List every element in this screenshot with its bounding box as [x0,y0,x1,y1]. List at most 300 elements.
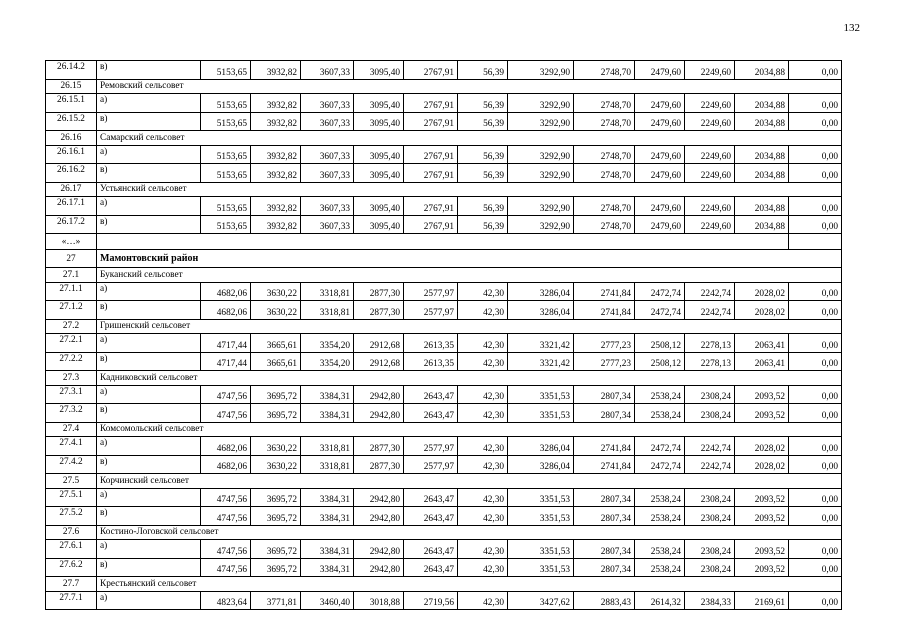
value-cell: 2613,35 [404,334,458,353]
table-row [46,371,842,386]
value-cell: 42,30 [458,540,508,559]
value-cell: 2538,24 [635,540,685,559]
table-row [46,112,842,131]
value-cell: 2249,60 [685,112,735,131]
value-cell: 2028,02 [735,301,789,320]
table-row [46,164,842,183]
settlement-name: Ремовский сельсовет [97,79,842,94]
value-cell: 3607,33 [301,164,354,183]
row-code: 27.4.2 [46,455,97,474]
page-number: 132 [843,22,860,34]
value-cell: 3318,81 [301,437,354,456]
value-cell: 2912,68 [354,334,404,353]
value-cell: 3695,72 [251,488,301,507]
row-code: 27.3.1 [46,385,97,404]
settlement-code: 27.2 [46,319,97,334]
value-cell: 0,00 [789,94,842,113]
value-cell: 2249,60 [685,94,735,113]
row-code: 27.5.2 [46,507,97,526]
value-cell: 3932,82 [251,112,301,131]
value-cell: 2308,24 [685,558,735,577]
table-row [46,385,842,404]
value-cell: 2777,23 [574,334,635,353]
value-cell: 3292,90 [508,197,574,216]
value-cell: 2034,88 [735,164,789,183]
ellipsis-gap [97,234,789,250]
value-cell: 56,39 [458,215,508,234]
row-letter: в) [97,215,201,234]
value-cell: 4823,64 [201,591,251,610]
value-cell: 4747,56 [201,488,251,507]
value-cell: 0,00 [789,301,842,320]
value-cell: 3318,81 [301,301,354,320]
row-letter: а) [97,94,201,113]
table-body [46,61,842,610]
value-cell: 2643,47 [404,558,458,577]
value-cell: 2479,60 [635,145,685,164]
value-cell: 2034,88 [735,61,789,80]
district-name: Мамонтовский район [97,250,842,268]
value-cell: 2741,84 [574,301,635,320]
value-cell: 0,00 [789,112,842,131]
value-cell: 0,00 [789,437,842,456]
table-row [46,197,842,216]
row-letter: а) [97,437,201,456]
settlement-name: Корчинский сельсовет [97,474,842,489]
value-cell: 2942,80 [354,507,404,526]
value-cell: 3932,82 [251,164,301,183]
value-cell: 5153,65 [201,112,251,131]
value-cell: 4747,56 [201,507,251,526]
value-cell: 2877,30 [354,301,404,320]
value-cell: 2538,24 [635,385,685,404]
settlement-code: 27.1 [46,268,97,283]
table-row [46,301,842,320]
value-cell: 3095,40 [354,164,404,183]
value-cell: 0,00 [789,282,842,301]
value-cell: 3384,31 [301,507,354,526]
table-row [46,591,842,610]
row-code: 27.1.2 [46,301,97,320]
table-row [46,422,842,437]
value-cell: 3095,40 [354,145,404,164]
value-cell: 42,30 [458,352,508,371]
table-row [46,215,842,234]
value-cell: 3384,31 [301,385,354,404]
table-row [46,334,842,353]
value-cell: 2538,24 [635,507,685,526]
value-cell: 2093,52 [735,540,789,559]
value-cell: 56,39 [458,112,508,131]
value-cell: 56,39 [458,145,508,164]
value-cell: 3095,40 [354,112,404,131]
value-cell: 2249,60 [685,145,735,164]
row-code: 26.16.1 [46,145,97,164]
value-cell: 2748,70 [574,94,635,113]
value-cell: 2613,35 [404,352,458,371]
table-row [46,352,842,371]
value-cell: 2883,43 [574,591,635,610]
table-row [46,182,842,197]
value-cell: 2577,97 [404,301,458,320]
table-row [46,145,842,164]
value-cell: 2308,24 [685,385,735,404]
value-cell: 3318,81 [301,455,354,474]
row-letter: а) [97,540,201,559]
value-cell: 3630,22 [251,437,301,456]
table-row [46,282,842,301]
value-cell: 3607,33 [301,61,354,80]
value-cell: 56,39 [458,197,508,216]
row-letter: а) [97,385,201,404]
value-cell: 2278,13 [685,352,735,371]
value-cell: 2643,47 [404,488,458,507]
table-row [46,234,842,250]
row-code: 27.6.1 [46,540,97,559]
value-cell: 2308,24 [685,540,735,559]
value-cell: 42,30 [458,507,508,526]
value-cell: 3427,62 [508,591,574,610]
value-cell: 2034,88 [735,197,789,216]
value-cell: 3354,20 [301,352,354,371]
row-letter: а) [97,334,201,353]
row-letter: в) [97,558,201,577]
value-cell: 3286,04 [508,455,574,474]
value-cell: 2028,02 [735,282,789,301]
row-code: 27.3.2 [46,404,97,423]
value-cell: 3630,22 [251,301,301,320]
row-letter: а) [97,488,201,507]
value-cell: 2643,47 [404,404,458,423]
value-cell: 56,39 [458,94,508,113]
value-cell: 4747,56 [201,404,251,423]
value-cell: 2093,52 [735,558,789,577]
value-cell: 2538,24 [635,488,685,507]
table-row [46,319,842,334]
settlement-code: 26.16 [46,131,97,146]
value-cell: 2807,34 [574,488,635,507]
value-cell: 2242,74 [685,301,735,320]
row-code: 27.2.1 [46,334,97,353]
table-row [46,455,842,474]
value-cell: 3932,82 [251,61,301,80]
value-cell: 3630,22 [251,455,301,474]
value-cell: 3354,20 [301,334,354,353]
value-cell: 3607,33 [301,145,354,164]
value-cell: 3932,82 [251,145,301,164]
table-row [46,250,842,268]
value-cell: 2767,91 [404,61,458,80]
value-cell: 4682,06 [201,455,251,474]
table-row [46,474,842,489]
value-cell: 3384,31 [301,488,354,507]
value-cell: 3932,82 [251,197,301,216]
value-cell: 2807,34 [574,385,635,404]
value-cell: 4717,44 [201,352,251,371]
value-cell: 2877,30 [354,455,404,474]
value-cell: 3665,61 [251,352,301,371]
value-cell: 3318,81 [301,282,354,301]
value-cell: 3932,82 [251,215,301,234]
value-cell: 42,30 [458,282,508,301]
value-cell: 3607,33 [301,197,354,216]
value-cell: 3292,90 [508,61,574,80]
value-cell: 0,00 [789,61,842,80]
table-row [46,61,842,80]
row-code: 27.2.2 [46,352,97,371]
value-cell: 2748,70 [574,61,635,80]
value-cell: 3460,40 [301,591,354,610]
value-cell: 2034,88 [735,145,789,164]
value-cell: 4682,06 [201,301,251,320]
ellipsis-gap-end [789,234,842,250]
value-cell: 3286,04 [508,282,574,301]
value-cell: 3384,31 [301,558,354,577]
value-cell: 2093,52 [735,488,789,507]
settlement-code: 27.3 [46,371,97,386]
value-cell: 2748,70 [574,197,635,216]
value-cell: 2308,24 [685,488,735,507]
value-cell: 2748,70 [574,112,635,131]
value-cell: 2028,02 [735,455,789,474]
table-row [46,268,842,283]
value-cell: 2479,60 [635,197,685,216]
value-cell: 2242,74 [685,437,735,456]
value-cell: 3321,42 [508,352,574,371]
settlement-name: Кадниковский сельсовет [97,371,842,386]
value-cell: 2249,60 [685,197,735,216]
value-cell: 3292,90 [508,94,574,113]
value-cell: 2741,84 [574,455,635,474]
value-cell: 0,00 [789,215,842,234]
value-cell: 4747,56 [201,540,251,559]
value-cell: 2242,74 [685,455,735,474]
ellipsis-marker: «…» [46,234,97,250]
value-cell: 3095,40 [354,215,404,234]
value-cell: 42,30 [458,591,508,610]
value-cell: 3665,61 [251,334,301,353]
value-cell: 0,00 [789,385,842,404]
value-cell: 3607,33 [301,112,354,131]
table-row [46,488,842,507]
value-cell: 3771,81 [251,591,301,610]
value-cell: 2767,91 [404,215,458,234]
table-row [46,558,842,577]
value-cell: 42,30 [458,404,508,423]
value-cell: 2748,70 [574,215,635,234]
value-cell: 2577,97 [404,455,458,474]
value-cell: 42,30 [458,437,508,456]
table-row [46,525,842,540]
value-cell: 3018,88 [354,591,404,610]
value-cell: 3695,72 [251,540,301,559]
row-code: 27.1.1 [46,282,97,301]
value-cell: 42,30 [458,455,508,474]
settlement-code: 26.15 [46,79,97,94]
settlement-name: Костино-Логовской сельсовет [97,525,842,540]
value-cell: 3695,72 [251,385,301,404]
value-cell: 2508,12 [635,334,685,353]
value-cell: 3384,31 [301,404,354,423]
row-code: 27.4.1 [46,437,97,456]
row-letter: а) [97,282,201,301]
value-cell: 2472,74 [635,455,685,474]
value-cell: 3695,72 [251,558,301,577]
value-cell: 2719,56 [404,591,458,610]
settlement-code: 27.4 [46,422,97,437]
value-cell: 3292,90 [508,215,574,234]
value-cell: 2643,47 [404,385,458,404]
value-cell: 3321,42 [508,334,574,353]
district-code: 27 [46,250,97,268]
value-cell: 2807,34 [574,558,635,577]
value-cell: 3351,53 [508,488,574,507]
value-cell: 0,00 [789,164,842,183]
value-cell: 3292,90 [508,164,574,183]
value-cell: 2249,60 [685,215,735,234]
value-cell: 2479,60 [635,94,685,113]
value-cell: 2384,33 [685,591,735,610]
value-cell: 2249,60 [685,164,735,183]
value-cell: 2479,60 [635,61,685,80]
value-cell: 3351,53 [508,540,574,559]
value-cell: 2748,70 [574,145,635,164]
value-cell: 5153,65 [201,61,251,80]
tariff-table [45,60,842,610]
value-cell: 3607,33 [301,215,354,234]
value-cell: 2942,80 [354,385,404,404]
row-code: 26.17.2 [46,215,97,234]
value-cell: 42,30 [458,488,508,507]
row-letter: а) [97,145,201,164]
value-cell: 2777,23 [574,352,635,371]
value-cell: 2942,80 [354,404,404,423]
value-cell: 2767,91 [404,145,458,164]
value-cell: 2643,47 [404,540,458,559]
value-cell: 2942,80 [354,558,404,577]
value-cell: 3292,90 [508,112,574,131]
value-cell: 2767,91 [404,112,458,131]
value-cell: 2479,60 [635,112,685,131]
value-cell: 0,00 [789,488,842,507]
value-cell: 2807,34 [574,507,635,526]
value-cell: 2643,47 [404,507,458,526]
value-cell: 2034,88 [735,112,789,131]
value-cell: 42,30 [458,301,508,320]
value-cell: 2472,74 [635,282,685,301]
value-cell: 2308,24 [685,507,735,526]
value-cell: 3384,31 [301,540,354,559]
value-cell: 2538,24 [635,558,685,577]
value-cell: 2877,30 [354,282,404,301]
value-cell: 3932,82 [251,94,301,113]
value-cell: 5153,65 [201,94,251,113]
value-cell: 2093,52 [735,404,789,423]
value-cell: 5153,65 [201,197,251,216]
value-cell: 2093,52 [735,507,789,526]
value-cell: 2767,91 [404,197,458,216]
settlement-code: 26.17 [46,182,97,197]
value-cell: 3286,04 [508,301,574,320]
settlement-code: 27.7 [46,577,97,592]
settlement-name: Гришенский сельсовет [97,319,842,334]
table-row [46,94,842,113]
value-cell: 3292,90 [508,145,574,164]
value-cell: 2767,91 [404,164,458,183]
value-cell: 3630,22 [251,282,301,301]
value-cell: 2767,91 [404,94,458,113]
value-cell: 2063,41 [735,352,789,371]
settlement-name: Комсомольский сельсовет [97,422,842,437]
value-cell: 56,39 [458,61,508,80]
value-cell: 3095,40 [354,94,404,113]
value-cell: 3351,53 [508,558,574,577]
value-cell: 5153,65 [201,164,251,183]
value-cell: 0,00 [789,507,842,526]
value-cell: 2807,34 [574,404,635,423]
value-cell: 2942,80 [354,540,404,559]
value-cell: 4682,06 [201,282,251,301]
value-cell: 3351,53 [508,385,574,404]
row-letter: в) [97,507,201,526]
table-row [46,131,842,146]
row-letter: в) [97,352,201,371]
value-cell: 2028,02 [735,437,789,456]
value-cell: 2877,30 [354,437,404,456]
value-cell: 0,00 [789,334,842,353]
row-letter: в) [97,301,201,320]
value-cell: 3286,04 [508,437,574,456]
value-cell: 2479,60 [635,164,685,183]
value-cell: 2278,13 [685,334,735,353]
row-code: 26.15.1 [46,94,97,113]
value-cell: 56,39 [458,164,508,183]
value-cell: 2242,74 [685,282,735,301]
value-cell: 2538,24 [635,404,685,423]
value-cell: 2169,61 [735,591,789,610]
value-cell: 2577,97 [404,282,458,301]
value-cell: 0,00 [789,455,842,474]
row-letter: в) [97,404,201,423]
value-cell: 0,00 [789,540,842,559]
value-cell: 4747,56 [201,558,251,577]
value-cell: 2577,97 [404,437,458,456]
value-cell: 2472,74 [635,301,685,320]
value-cell: 0,00 [789,558,842,577]
row-code: 26.15.2 [46,112,97,131]
row-code: 27.6.2 [46,558,97,577]
value-cell: 2508,12 [635,352,685,371]
value-cell: 4717,44 [201,334,251,353]
value-cell: 0,00 [789,145,842,164]
value-cell: 2741,84 [574,282,635,301]
value-cell: 0,00 [789,404,842,423]
value-cell: 2479,60 [635,215,685,234]
value-cell: 2912,68 [354,352,404,371]
table-row [46,79,842,94]
value-cell: 4747,56 [201,385,251,404]
row-letter: в) [97,164,201,183]
value-cell: 0,00 [789,591,842,610]
table-row [46,404,842,423]
table-row [46,437,842,456]
value-cell: 3095,40 [354,61,404,80]
row-code: 27.5.1 [46,488,97,507]
value-cell: 2249,60 [685,61,735,80]
row-code: 26.16.2 [46,164,97,183]
row-code: 26.14.2 [46,61,97,80]
value-cell: 2034,88 [735,215,789,234]
